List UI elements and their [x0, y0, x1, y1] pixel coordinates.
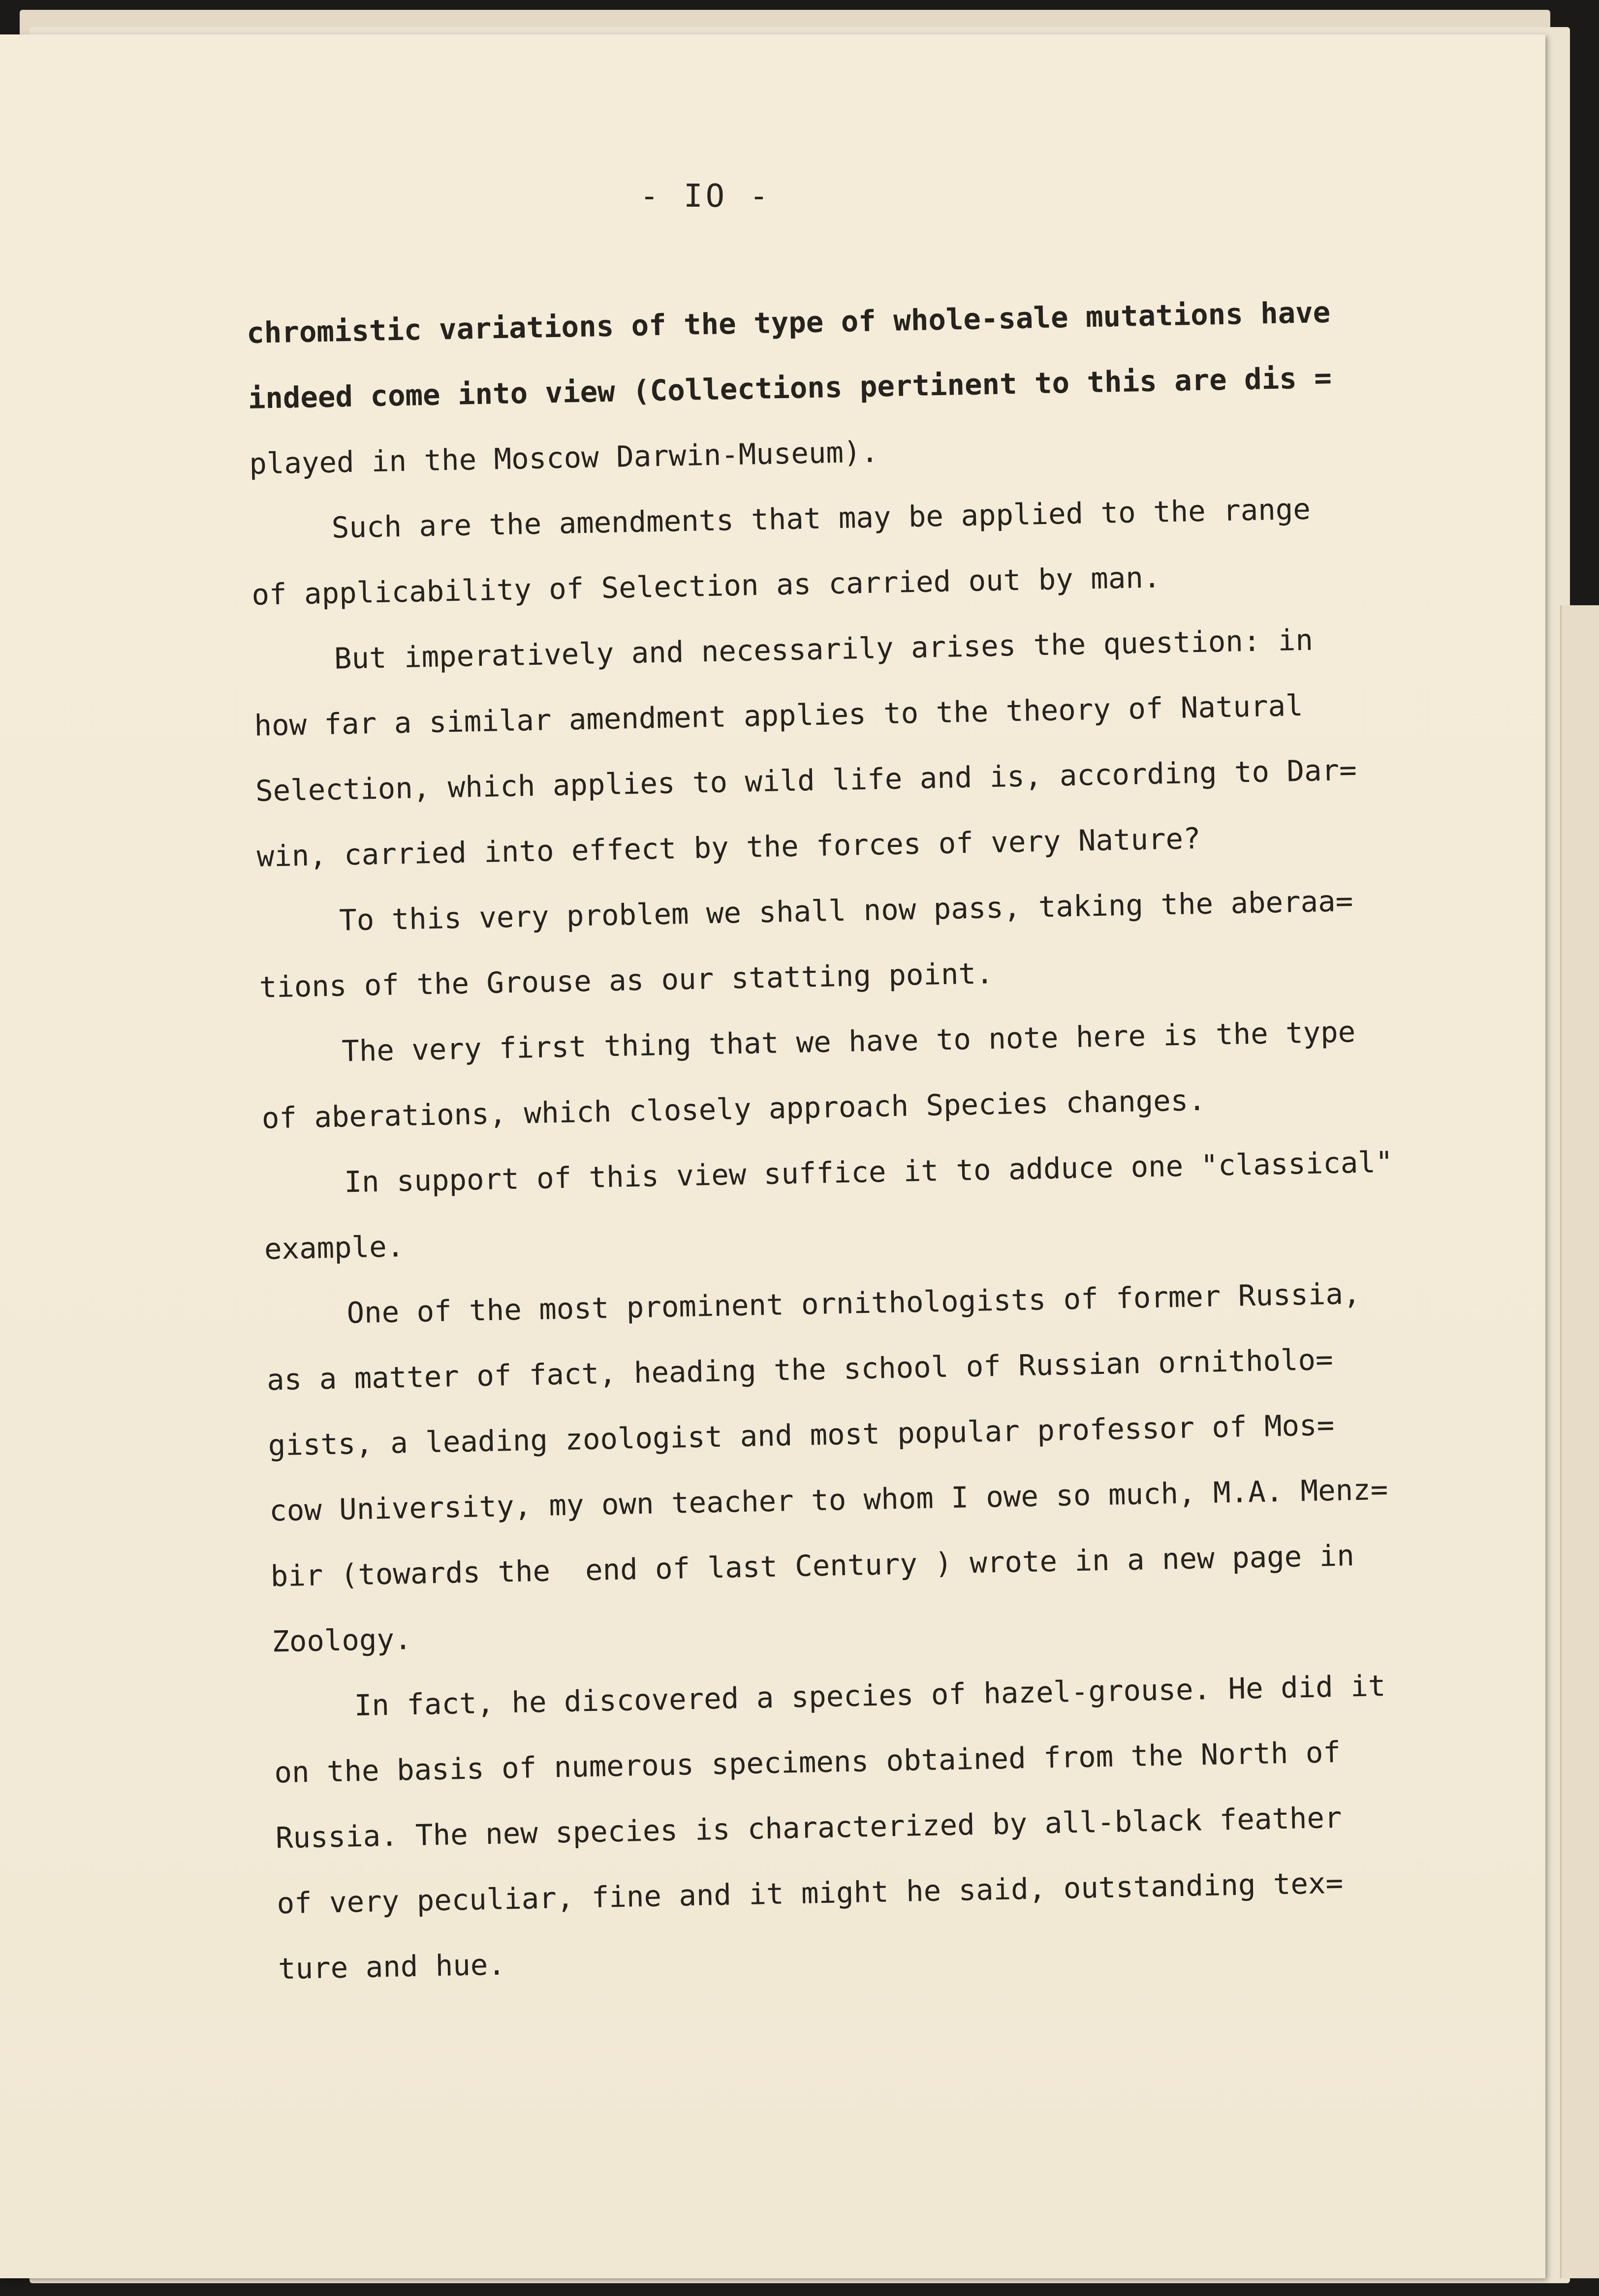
text-line: gists, a leading zoologist and most popular professor of Mos= — [268, 1407, 1335, 1462]
text-line: tions of the Grouse as our statting point. — [259, 956, 994, 1004]
text-line: The very first thing that we have to note here is the type — [341, 1015, 1356, 1068]
text-line: To this very problem we shall now pass, taking the aberaa= — [339, 884, 1353, 937]
text-line: how far a similar amendment applies to the theory of Natural — [253, 688, 1304, 743]
text-line: Selection, which applies to wild life and is, according to Dar= — [255, 752, 1357, 808]
text-line: of very peculiar, fine and it might he said, outstanding tex= — [276, 1865, 1344, 1921]
page-number: - IO - — [640, 178, 772, 215]
adjacent-sheet-edge — [1560, 605, 1599, 2278]
typewritten-page — [0, 34, 1545, 2278]
text-line: of aberations, which closely approach Species changes. — [261, 1083, 1206, 1135]
page-body-text — [246, 276, 1558, 2001]
text-line: Zoology. — [271, 1622, 412, 1659]
text-line: Russia. The new species is characterized by all-black feather — [275, 1800, 1343, 1855]
text-line: bir (towards the end of last Century ) wrote in a new page in — [270, 1538, 1355, 1593]
text-line: indeed come into view (Collections pertinent to this are dis = — [248, 360, 1332, 415]
text-line: win, carried into effect by the forces of very Nature? — [256, 821, 1201, 873]
text-line: In fact, he discovered a species of hazel-grouse. He did it — [354, 1669, 1386, 1723]
text-line: on the basis of numerous specimens obtained from the North of — [274, 1735, 1341, 1790]
text-line: example. — [264, 1229, 405, 1266]
text-line: cow University, my own teacher to whom I owe so much, M.A. Menz= — [269, 1472, 1388, 1528]
text-line: as a matter of fact, heading the school of Russian ornitholo= — [266, 1342, 1334, 1397]
text-line: But imperatively and necessarily arises the question: in — [334, 622, 1314, 676]
text-line: Such are the amendments that may be applied to the range — [331, 492, 1311, 545]
text-line: chromistic variations of the type of whole-sale mutations have — [246, 295, 1331, 350]
text-line: One of the most prominent ornithologists of former Russia, — [346, 1276, 1361, 1330]
text-line: ture and hue. — [278, 1947, 506, 1986]
text-line: of applicability of Selection as carried out by man. — [251, 560, 1161, 612]
text-line: played in the Moscow Darwin-Museum). — [249, 434, 879, 481]
text-line: In support of this view suffice it to adduce one "classical" — [344, 1145, 1393, 1199]
